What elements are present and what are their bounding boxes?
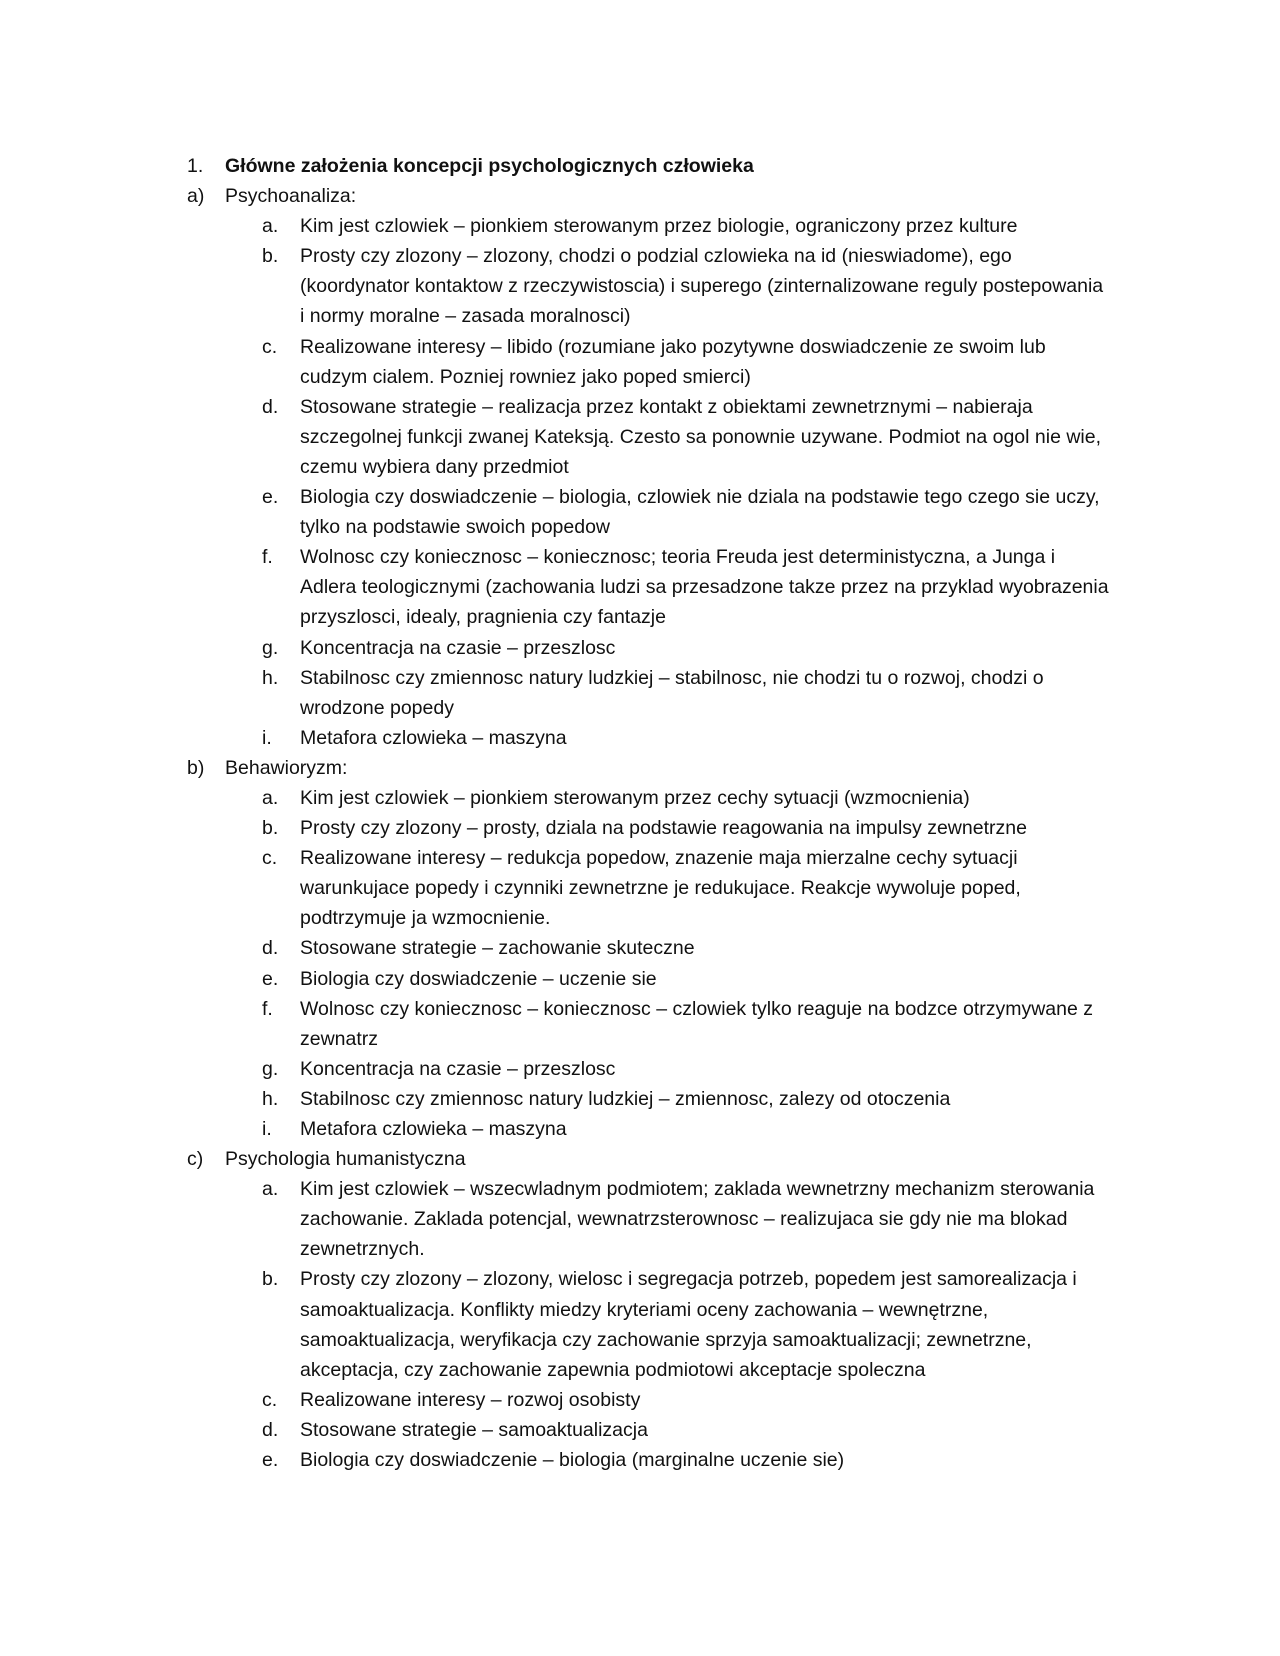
item-marker: a. bbox=[262, 1178, 279, 1201]
list-item bbox=[187, 1054, 1127, 1084]
item-text: Stabilnosc czy zmiennosc natury ludzkiej – zmiennosc, zalezy od otoczenia bbox=[300, 1087, 951, 1110]
list-item bbox=[187, 723, 1127, 753]
item-marker: g. bbox=[262, 1057, 279, 1080]
item-marker: g. bbox=[262, 636, 279, 659]
section-title: Psychologia humanistyczna bbox=[225, 1148, 466, 1171]
item-text: Kim jest czlowiek – pionkiem sterowanym przez biologie, ograniczony przez kulture bbox=[300, 215, 1018, 238]
list-item bbox=[187, 392, 1127, 482]
item-text: Kim jest czlowiek – wszecwladnym podmiotem; zaklada wewnetrzny mechanizm sterowania zachowanie. Zaklada potencjal, wewnatrzsterownosc – realizujaca sie gdy nie ma blokad zewnetrznych. bbox=[300, 1178, 1095, 1261]
item-text: Stosowane strategie – samoaktualizacja bbox=[300, 1418, 648, 1441]
item-text: Realizowane interesy – redukcja popedow, znazenie maja mierzalne cechy sytuacji warunkujace popedy i czynniki zewnetrzne je redukujace. Reakcje wywoluje poped, podtrzymuje ja wzmocnienie. bbox=[300, 847, 1021, 930]
list-item bbox=[187, 994, 1127, 1054]
heading-number: 1. bbox=[187, 155, 204, 177]
list-item bbox=[187, 843, 1127, 933]
item-marker: h. bbox=[262, 1087, 279, 1110]
item-text: Metafora czlowieka – maszyna bbox=[300, 1118, 567, 1140]
list-item bbox=[187, 1084, 1127, 1114]
list-item bbox=[187, 332, 1127, 392]
heading-text: Główne założenia koncepcji psychologicznych człowieka bbox=[225, 155, 754, 177]
item-marker: a. bbox=[262, 215, 279, 238]
item-marker: c. bbox=[262, 335, 278, 358]
list-item bbox=[187, 964, 1127, 994]
list-item bbox=[187, 663, 1127, 723]
list-item bbox=[187, 933, 1127, 963]
section-psychologia-humanistyczna bbox=[187, 1144, 1127, 1174]
item-marker: e. bbox=[262, 1449, 279, 1472]
section-marker: b) bbox=[187, 756, 205, 779]
list-item bbox=[187, 633, 1127, 663]
section-title: Psychoanaliza: bbox=[225, 185, 357, 208]
item-marker: a. bbox=[262, 786, 279, 809]
section-psychoanaliza bbox=[187, 181, 1127, 211]
item-marker: f. bbox=[262, 546, 273, 569]
list-item bbox=[187, 482, 1127, 542]
section-marker: c) bbox=[187, 1148, 204, 1171]
item-text: Biologia czy doswiadczenie – biologia (marginalne uczenie sie) bbox=[300, 1449, 845, 1472]
item-marker: d. bbox=[262, 395, 279, 418]
list-item bbox=[187, 783, 1127, 813]
item-text: Stosowane strategie – zachowanie skuteczne bbox=[300, 937, 695, 960]
item-marker: d. bbox=[262, 937, 279, 960]
item-marker: b. bbox=[262, 817, 279, 840]
list-item bbox=[187, 542, 1127, 632]
item-text: Wolnosc czy koniecznosc – koniecznosc – czlowiek tylko reaguje na bodzce otrzymywane z zewnatrz bbox=[300, 997, 1094, 1050]
item-text: Metafora czlowieka – maszyna bbox=[300, 726, 567, 749]
item-text: Prosty czy zlozony – prosty, dziala na podstawie reagowania na impulsy zewnetrzne bbox=[300, 817, 1027, 840]
list-item bbox=[187, 813, 1127, 843]
item-marker: b. bbox=[262, 1268, 279, 1291]
item-text: Stosowane strategie – realizacja przez kontakt z obiektami zewnetrznymi – nabieraja szczegolnej funkcji zwanej Kateksją. Czesto sa ponownie uzywane. Podmiot na ogol nie wie, czemu wybiera dany przedmiot bbox=[300, 395, 1102, 478]
document-body bbox=[187, 151, 1127, 1475]
item-marker: c. bbox=[262, 1388, 278, 1411]
list-item bbox=[187, 1445, 1127, 1475]
item-marker: h. bbox=[262, 666, 279, 689]
item-marker: e. bbox=[262, 967, 279, 990]
item-text: Wolnosc czy koniecznosc – koniecznosc; teoria Freuda jest deterministyczna, a Junga i Adlera teologicznymi (zachowania ludzi sa przesadzone takze przez na przyklad wyobrazenia przyszlosci, idealy, pragnienia czy fantazje bbox=[300, 546, 1109, 629]
list-item bbox=[187, 1415, 1127, 1445]
item-text: Stabilnosc czy zmiennosc natury ludzkiej – stabilnosc, nie chodzi tu o rozwoj, chodzi o wrodzone popedy bbox=[300, 666, 1044, 719]
item-marker: i. bbox=[262, 1118, 272, 1140]
list-item bbox=[187, 241, 1127, 331]
main-heading bbox=[187, 151, 1127, 181]
list-item bbox=[187, 1385, 1127, 1415]
item-text: Kim jest czlowiek – pionkiem sterowanym przez cechy sytuacji (wzmocnienia) bbox=[300, 786, 970, 809]
item-text: Biologia czy doswiadczenie – biologia, czlowiek nie dziala na podstawie tego czego sie uczy, tylko na podstawie swoich popedow bbox=[300, 486, 1100, 539]
item-marker: f. bbox=[262, 997, 273, 1020]
item-text: Prosty czy zlozony – zlozony, chodzi o podzial czlowieka na id (nieswiadome), ego (koordynator kontaktow z rzeczywistoscia) i superego (zinternalizowane reguly postepowania i normy moralne – zasada moralnosci) bbox=[300, 245, 1104, 328]
item-text: Biologia czy doswiadczenie – uczenie sie bbox=[300, 967, 657, 990]
item-text: Koncentracja na czasie – przeszlosc bbox=[300, 1057, 616, 1080]
list-item bbox=[187, 1174, 1127, 1264]
item-marker: d. bbox=[262, 1418, 279, 1441]
item-text: Realizowane interesy – libido (rozumiane jako pozytywne doswiadczenie ze swoim lub cudzym cialem. Pozniej rowniez jako poped smierci) bbox=[300, 335, 1046, 388]
item-marker: c. bbox=[262, 847, 278, 870]
list-item bbox=[187, 211, 1127, 241]
item-marker: e. bbox=[262, 486, 279, 509]
section-behawioryzm bbox=[187, 753, 1127, 783]
section-marker: a) bbox=[187, 185, 205, 208]
item-text: Prosty czy zlozony – zlozony, wielosc i segregacja potrzeb, popedem jest samorealizacja i samoaktualizacja. Konflikty miedzy kryteriami oceny zachowania – wewnętrzne, samoaktualizacja, weryfikacja czy zachowanie sprzyja samoaktualizacji; zewnetrzne, akceptacja, czy zachowanie zapewnia podmiotowi akceptacje spoleczna bbox=[300, 1268, 1077, 1381]
list-item bbox=[187, 1114, 1127, 1144]
list-item bbox=[187, 1264, 1127, 1384]
section-title: Behawioryzm: bbox=[225, 756, 348, 779]
item-text: Koncentracja na czasie – przeszlosc bbox=[300, 636, 616, 659]
item-marker: b. bbox=[262, 245, 279, 268]
item-marker: i. bbox=[262, 726, 272, 749]
item-text: Realizowane interesy – rozwoj osobisty bbox=[300, 1388, 641, 1411]
